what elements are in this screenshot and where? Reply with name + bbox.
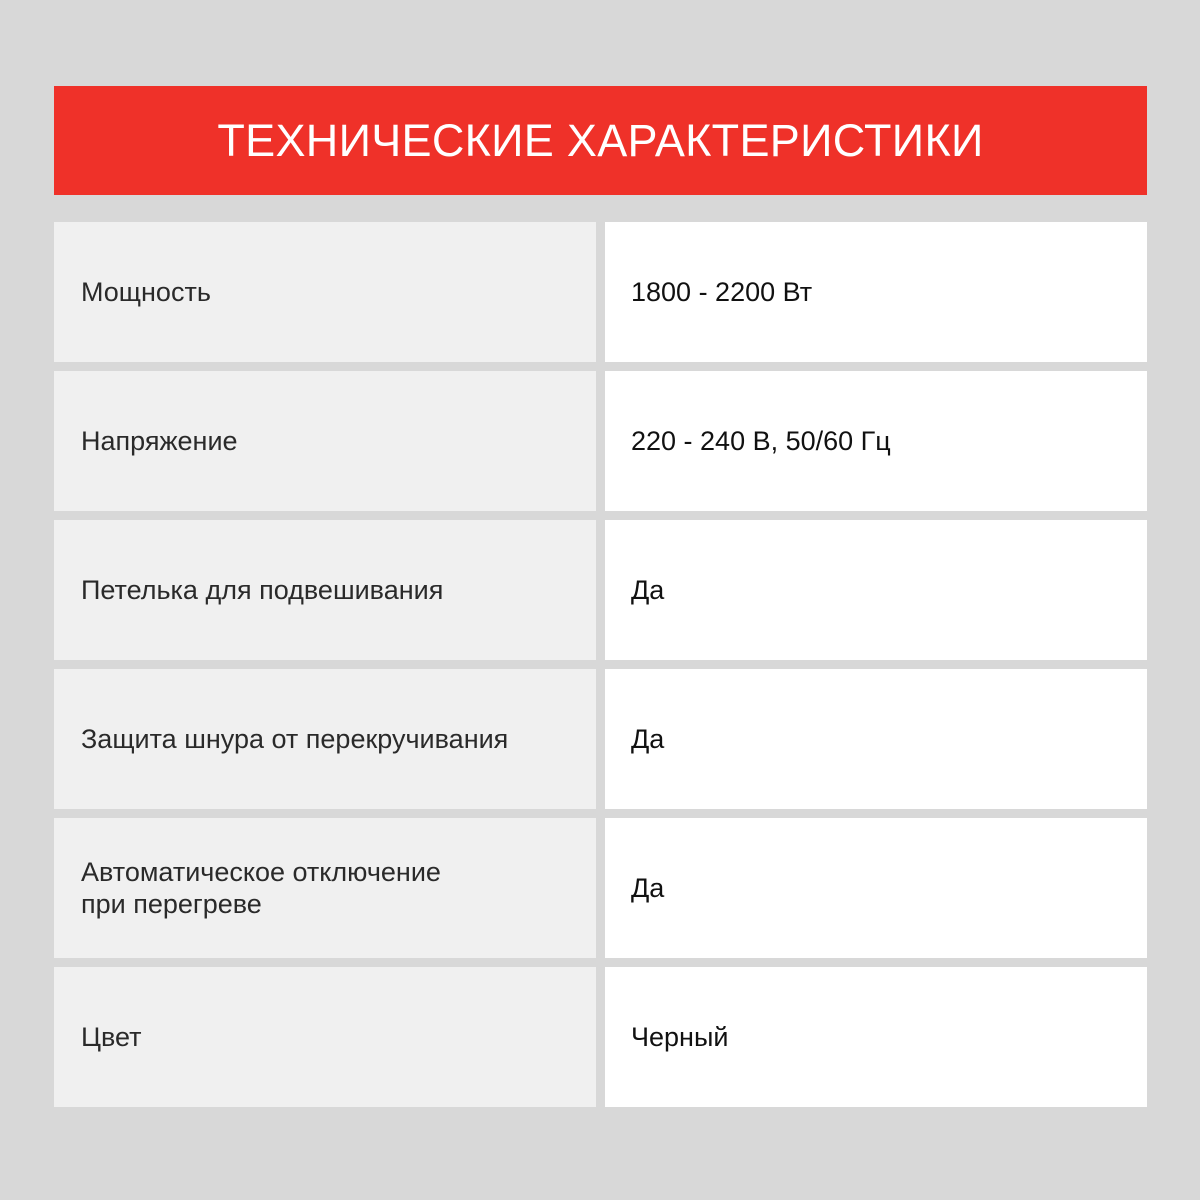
header-banner	[54, 86, 1147, 195]
spec-value: Черный	[631, 1022, 729, 1052]
table-row	[54, 669, 1147, 809]
spec-value: Да	[631, 724, 665, 754]
spec-label-cell	[54, 818, 596, 958]
spec-label: Цвет	[81, 1022, 142, 1052]
spec-value-cell	[605, 371, 1147, 511]
page-title: ТЕХНИЧЕСКИЕ ХАРАКТЕРИСТИКИ	[217, 114, 984, 166]
table-row	[54, 222, 1147, 362]
spec-value: Да	[631, 575, 665, 605]
table-row	[54, 520, 1147, 660]
table-row	[54, 371, 1147, 511]
spec-value: 220 - 240 В, 50/60 Гц	[631, 426, 891, 456]
spec-value-cell	[605, 669, 1147, 809]
spec-label-cell	[54, 222, 596, 362]
spec-label-cell	[54, 669, 596, 809]
specs-table	[54, 222, 1147, 1107]
spec-value: Да	[631, 873, 665, 903]
spec-label: Мощность	[81, 277, 211, 307]
spec-label-cell	[54, 371, 596, 511]
spec-label-cell	[54, 967, 596, 1107]
spec-label: Автоматическое отключение при перегреве	[81, 857, 441, 919]
spec-label: Напряжение	[81, 426, 238, 456]
spec-value-cell	[605, 520, 1147, 660]
spec-label: Петелька для подвешивания	[81, 575, 444, 605]
spec-label: Защита шнура от перекручивания	[81, 724, 509, 754]
table-row	[54, 967, 1147, 1107]
table-row	[54, 818, 1147, 958]
spec-value: 1800 - 2200 Вт	[631, 277, 813, 307]
spec-value-cell	[605, 222, 1147, 362]
spec-label-cell	[54, 520, 596, 660]
spec-value-cell	[605, 818, 1147, 958]
spec-value-cell	[605, 967, 1147, 1107]
